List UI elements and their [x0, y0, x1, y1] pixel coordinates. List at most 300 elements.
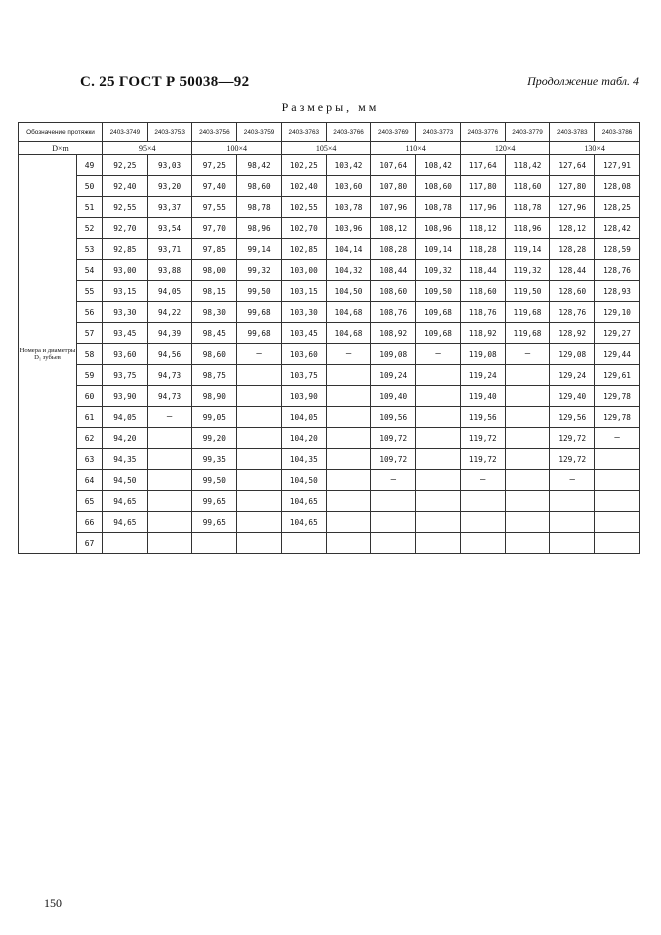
diameter-value: 109,14	[416, 239, 461, 260]
empty-cell	[416, 386, 461, 407]
diameter-value: 127,91	[595, 155, 640, 176]
tooth-number: 64	[77, 470, 103, 491]
diameter-value: 103,90	[281, 386, 326, 407]
dimension-group-header: 100×4	[192, 142, 281, 155]
diameter-value: 93,88	[147, 260, 192, 281]
empty-cell	[416, 449, 461, 470]
diameter-value: 94,22	[147, 302, 192, 323]
diameter-value: 94,65	[103, 491, 148, 512]
table-row	[19, 239, 640, 260]
diameter-value: 109,24	[371, 365, 416, 386]
empty-cell	[237, 365, 282, 386]
diameter-value: 93,45	[103, 323, 148, 344]
broach-code: 2403-3779	[505, 123, 550, 142]
diameter-value: 102,25	[281, 155, 326, 176]
broach-code: 2403-3759	[237, 123, 282, 142]
tooth-number: 51	[77, 197, 103, 218]
empty-cell	[416, 344, 461, 365]
empty-cell	[550, 512, 595, 533]
diameter-value: 118,76	[460, 302, 505, 323]
diameter-value: 98,60	[237, 176, 282, 197]
diameter-value: 127,64	[550, 155, 595, 176]
broach-code: 2403-3749	[103, 123, 148, 142]
diameter-value: 94,20	[103, 428, 148, 449]
empty-cell	[326, 533, 371, 554]
diameter-value: 129,10	[595, 302, 640, 323]
empty-cell	[505, 470, 550, 491]
empty-cell	[237, 428, 282, 449]
diameter-value: 128,42	[595, 218, 640, 239]
teeth-group-label: Номера и диаметры D₁ зубьев	[19, 155, 77, 554]
diameter-value: 129,72	[550, 428, 595, 449]
empty-cell	[416, 533, 461, 554]
diameter-value: 98,75	[192, 365, 237, 386]
empty-dash: —	[569, 475, 575, 485]
table-row	[19, 491, 640, 512]
diameter-value: 104,65	[281, 491, 326, 512]
empty-dash: —	[614, 433, 620, 443]
tooth-number: 59	[77, 365, 103, 386]
empty-cell	[326, 512, 371, 533]
dimension-group-header: 120×4	[460, 142, 549, 155]
diameter-value: 97,85	[192, 239, 237, 260]
diameter-value: 99,50	[237, 281, 282, 302]
diameter-value: 98,78	[237, 197, 282, 218]
broach-dimensions-table	[18, 122, 640, 554]
empty-cell	[237, 407, 282, 428]
empty-cell	[147, 449, 192, 470]
diameter-value: 94,05	[147, 281, 192, 302]
empty-cell	[416, 407, 461, 428]
empty-cell	[505, 344, 550, 365]
diameter-value: 119,72	[460, 449, 505, 470]
empty-cell	[237, 512, 282, 533]
diameter-value: 107,80	[371, 176, 416, 197]
empty-cell	[595, 470, 640, 491]
empty-cell	[460, 512, 505, 533]
empty-cell	[326, 344, 371, 365]
diameter-value: 99,68	[237, 323, 282, 344]
diameter-value: 93,15	[103, 281, 148, 302]
diameter-value: 118,60	[505, 176, 550, 197]
diameter-value: 109,56	[371, 407, 416, 428]
designation-header: Обозначение протяжки	[19, 123, 103, 142]
diameter-value: 93,20	[147, 176, 192, 197]
empty-cell	[237, 386, 282, 407]
diameter-value: 128,28	[550, 239, 595, 260]
broach-code: 2403-3763	[281, 123, 326, 142]
diameter-value: 99,05	[192, 407, 237, 428]
diameter-value: 119,50	[505, 281, 550, 302]
empty-cell	[595, 512, 640, 533]
diameter-value: 99,35	[192, 449, 237, 470]
diameter-value: 99,20	[192, 428, 237, 449]
diameter-value: 118,28	[460, 239, 505, 260]
empty-cell	[416, 428, 461, 449]
table-row	[19, 281, 640, 302]
diameter-value: 98,30	[192, 302, 237, 323]
empty-cell	[550, 470, 595, 491]
page-header: С. 25 ГОСТ Р 50038—92	[80, 74, 250, 90]
table-row	[19, 302, 640, 323]
broach-code: 2403-3786	[595, 123, 640, 142]
diameter-value: 129,44	[595, 344, 640, 365]
diameter-value: 129,27	[595, 323, 640, 344]
diameter-value: 108,28	[371, 239, 416, 260]
diameter-value: 128,25	[595, 197, 640, 218]
tooth-number: 56	[77, 302, 103, 323]
empty-cell	[371, 512, 416, 533]
diameter-value: 93,90	[103, 386, 148, 407]
diameter-value: 94,35	[103, 449, 148, 470]
empty-cell	[237, 533, 282, 554]
empty-cell	[147, 533, 192, 554]
empty-cell	[595, 449, 640, 470]
diameter-value: 119,24	[460, 365, 505, 386]
diameter-value: 97,25	[192, 155, 237, 176]
empty-dash: —	[390, 475, 396, 485]
diameter-value: 119,40	[460, 386, 505, 407]
dimension-group-header: 110×4	[371, 142, 460, 155]
diameter-value: 108,60	[416, 176, 461, 197]
diameter-value: 92,85	[103, 239, 148, 260]
empty-cell	[326, 428, 371, 449]
diameter-value: 102,70	[281, 218, 326, 239]
diameter-value: 109,68	[416, 302, 461, 323]
diameter-value: 103,60	[326, 176, 371, 197]
empty-cell	[505, 512, 550, 533]
diameter-value: 94,73	[147, 386, 192, 407]
diameter-value: 118,78	[505, 197, 550, 218]
tooth-number: 53	[77, 239, 103, 260]
diameter-value: 99,65	[192, 491, 237, 512]
diameter-value: 118,42	[505, 155, 550, 176]
broach-code: 2403-3776	[460, 123, 505, 142]
empty-cell	[416, 512, 461, 533]
diameter-value: 118,44	[460, 260, 505, 281]
empty-cell	[550, 533, 595, 554]
tooth-number: 67	[77, 533, 103, 554]
diameter-value: 104,20	[281, 428, 326, 449]
diameter-value: 92,40	[103, 176, 148, 197]
diameter-value: 104,68	[326, 323, 371, 344]
diameter-value: 107,64	[371, 155, 416, 176]
table-row	[19, 386, 640, 407]
diameter-value: 117,64	[460, 155, 505, 176]
diameter-value: 98,15	[192, 281, 237, 302]
empty-cell	[147, 470, 192, 491]
tooth-number: 57	[77, 323, 103, 344]
empty-cell	[460, 491, 505, 512]
table-row	[19, 365, 640, 386]
empty-cell	[192, 533, 237, 554]
diameter-value: 119,32	[505, 260, 550, 281]
diameter-value: 99,32	[237, 260, 282, 281]
tooth-number: 65	[77, 491, 103, 512]
empty-cell	[326, 365, 371, 386]
empty-cell	[371, 470, 416, 491]
empty-cell	[505, 533, 550, 554]
diameter-value: 104,68	[326, 302, 371, 323]
empty-cell	[416, 491, 461, 512]
diameter-value: 93,30	[103, 302, 148, 323]
table-row	[19, 344, 640, 365]
table-head	[19, 123, 640, 155]
diameter-value: 99,65	[192, 512, 237, 533]
diameter-value: 128,59	[595, 239, 640, 260]
empty-cell	[237, 470, 282, 491]
diameter-value: 128,12	[550, 218, 595, 239]
empty-cell	[147, 512, 192, 533]
empty-cell	[237, 344, 282, 365]
diameter-value: 117,80	[460, 176, 505, 197]
diameter-value: 94,73	[147, 365, 192, 386]
diameter-value: 103,75	[281, 365, 326, 386]
page-number: 150	[44, 896, 62, 910]
diameter-value: 127,80	[550, 176, 595, 197]
empty-dash: —	[166, 412, 173, 422]
empty-cell	[505, 386, 550, 407]
diameter-value: 129,40	[550, 386, 595, 407]
table-row	[19, 197, 640, 218]
diameter-value: 109,32	[416, 260, 461, 281]
empty-cell	[460, 533, 505, 554]
diameter-value: 94,65	[103, 512, 148, 533]
broach-code: 2403-3756	[192, 123, 237, 142]
diameter-value: 102,40	[281, 176, 326, 197]
diameter-value: 99,68	[237, 302, 282, 323]
empty-cell	[371, 491, 416, 512]
empty-cell	[371, 533, 416, 554]
empty-dash: —	[435, 349, 441, 359]
empty-cell	[505, 365, 550, 386]
diameter-value: 128,92	[550, 323, 595, 344]
diameter-value: 98,60	[192, 344, 237, 365]
empty-cell	[237, 449, 282, 470]
diameter-value: 129,08	[550, 344, 595, 365]
diameter-value: 129,72	[550, 449, 595, 470]
diameter-value: 93,71	[147, 239, 192, 260]
diameter-value: 94,05	[103, 407, 148, 428]
table-row	[19, 428, 640, 449]
tooth-number: 62	[77, 428, 103, 449]
diameter-value: 98,00	[192, 260, 237, 281]
diameter-value: 93,37	[147, 197, 192, 218]
diameter-value: 104,32	[326, 260, 371, 281]
diameter-value: 129,78	[595, 386, 640, 407]
designation-row	[19, 123, 640, 142]
empty-cell	[550, 491, 595, 512]
table-continuation-label: Продолжение табл. 4	[527, 74, 639, 88]
tooth-number: 58	[77, 344, 103, 365]
empty-cell	[326, 491, 371, 512]
diameter-value: 98,42	[237, 155, 282, 176]
diameter-value: 119,56	[460, 407, 505, 428]
diameter-value: 92,55	[103, 197, 148, 218]
empty-cell	[326, 407, 371, 428]
empty-cell	[326, 470, 371, 491]
empty-cell	[505, 428, 550, 449]
empty-cell	[505, 449, 550, 470]
diameter-value: 128,08	[595, 176, 640, 197]
empty-cell	[595, 428, 640, 449]
diameter-value: 103,00	[281, 260, 326, 281]
table-row	[19, 155, 640, 176]
table-row	[19, 218, 640, 239]
diameter-value: 104,65	[281, 512, 326, 533]
diameter-value: 118,60	[460, 281, 505, 302]
diameter-value: 103,45	[281, 323, 326, 344]
empty-dash: —	[480, 475, 486, 485]
broach-code: 2403-3753	[147, 123, 192, 142]
dimension-group-header: 105×4	[281, 142, 370, 155]
diameter-value: 97,70	[192, 218, 237, 239]
diameter-value: 109,72	[371, 449, 416, 470]
diameter-value: 119,68	[505, 302, 550, 323]
tooth-number: 55	[77, 281, 103, 302]
diameter-value: 128,60	[550, 281, 595, 302]
empty-cell	[147, 407, 192, 428]
tooth-number: 52	[77, 218, 103, 239]
empty-cell	[147, 428, 192, 449]
diameter-value: 108,96	[416, 218, 461, 239]
diameter-value: 102,55	[281, 197, 326, 218]
diameter-value: 108,78	[416, 197, 461, 218]
diameter-value: 109,68	[416, 323, 461, 344]
broach-code: 2403-3769	[371, 123, 416, 142]
empty-cell	[326, 449, 371, 470]
broach-code: 2403-3766	[326, 123, 371, 142]
diameter-value: 103,42	[326, 155, 371, 176]
empty-cell	[147, 491, 192, 512]
empty-dash: —	[345, 349, 352, 359]
diameter-value: 93,03	[147, 155, 192, 176]
empty-cell	[326, 386, 371, 407]
tooth-number: 49	[77, 155, 103, 176]
diameter-value: 104,50	[326, 281, 371, 302]
diameter-value: 129,24	[550, 365, 595, 386]
diameter-value: 119,08	[460, 344, 505, 365]
diameter-value: 117,96	[460, 197, 505, 218]
tooth-number: 60	[77, 386, 103, 407]
diameter-value: 109,08	[371, 344, 416, 365]
diameter-value: 93,54	[147, 218, 192, 239]
empty-dash: —	[524, 349, 531, 359]
diameter-value: 94,56	[147, 344, 192, 365]
tooth-number: 63	[77, 449, 103, 470]
diameter-value: 108,76	[371, 302, 416, 323]
diameter-value: 128,44	[550, 260, 595, 281]
diameter-value: 119,68	[505, 323, 550, 344]
empty-cell	[237, 491, 282, 512]
diameter-value: 93,60	[103, 344, 148, 365]
dimension-group-header: 95×4	[103, 142, 192, 155]
dimension-group-header: 130×4	[550, 142, 640, 155]
empty-cell	[460, 470, 505, 491]
table-row	[19, 260, 640, 281]
diameter-value: 129,56	[550, 407, 595, 428]
diameter-value: 97,55	[192, 197, 237, 218]
table-row	[19, 176, 640, 197]
broach-code: 2403-3773	[416, 123, 461, 142]
tooth-number: 50	[77, 176, 103, 197]
tooth-number: 66	[77, 512, 103, 533]
diameter-value: 109,40	[371, 386, 416, 407]
diameter-value: 108,12	[371, 218, 416, 239]
diameter-value: 109,72	[371, 428, 416, 449]
diameter-value: 108,42	[416, 155, 461, 176]
diameter-value: 118,92	[460, 323, 505, 344]
diameter-value: 108,60	[371, 281, 416, 302]
diameter-value: 103,30	[281, 302, 326, 323]
diameter-value: 119,72	[460, 428, 505, 449]
dxm-header: D×m	[19, 142, 103, 155]
diameter-value: 93,00	[103, 260, 148, 281]
empty-cell	[416, 365, 461, 386]
table-row	[19, 512, 640, 533]
diameter-value: 102,85	[281, 239, 326, 260]
table-row	[19, 407, 640, 428]
broach-code: 2403-3783	[550, 123, 595, 142]
empty-cell	[595, 491, 640, 512]
diameter-value: 127,96	[550, 197, 595, 218]
diameter-value: 128,76	[550, 302, 595, 323]
dimension-row	[19, 142, 640, 155]
table-row	[19, 449, 640, 470]
diameter-value: 129,61	[595, 365, 640, 386]
diameter-value: 103,96	[326, 218, 371, 239]
diameter-value: 97,40	[192, 176, 237, 197]
diameter-value: 119,14	[505, 239, 550, 260]
diameter-value: 104,14	[326, 239, 371, 260]
diameter-value: 98,90	[192, 386, 237, 407]
table-body	[19, 155, 640, 554]
diameter-value: 103,15	[281, 281, 326, 302]
diameter-value: 128,93	[595, 281, 640, 302]
diameter-value: 103,60	[281, 344, 326, 365]
empty-cell	[505, 491, 550, 512]
empty-cell	[505, 407, 550, 428]
diameter-value: 98,45	[192, 323, 237, 344]
sizes-label: Размеры, мм	[281, 100, 380, 114]
diameter-value: 118,12	[460, 218, 505, 239]
diameter-value: 104,50	[281, 470, 326, 491]
tooth-number: 54	[77, 260, 103, 281]
diameter-value: 118,96	[505, 218, 550, 239]
table-row	[19, 533, 640, 554]
diameter-value: 99,14	[237, 239, 282, 260]
diameter-value: 92,70	[103, 218, 148, 239]
empty-cell	[281, 533, 326, 554]
diameter-value: 93,75	[103, 365, 148, 386]
table-row	[19, 470, 640, 491]
empty-cell	[103, 533, 148, 554]
diameter-value: 128,76	[595, 260, 640, 281]
diameter-value: 104,05	[281, 407, 326, 428]
diameter-value: 104,35	[281, 449, 326, 470]
empty-dash: —	[256, 349, 262, 359]
diameter-value: 94,39	[147, 323, 192, 344]
empty-cell	[595, 533, 640, 554]
diameter-value: 99,50	[192, 470, 237, 491]
diameter-value: 92,25	[103, 155, 148, 176]
diameter-value: 108,44	[371, 260, 416, 281]
empty-cell	[416, 470, 461, 491]
table-row	[19, 323, 640, 344]
tooth-number: 61	[77, 407, 103, 428]
diameter-value: 94,50	[103, 470, 148, 491]
diameter-value: 103,78	[326, 197, 371, 218]
